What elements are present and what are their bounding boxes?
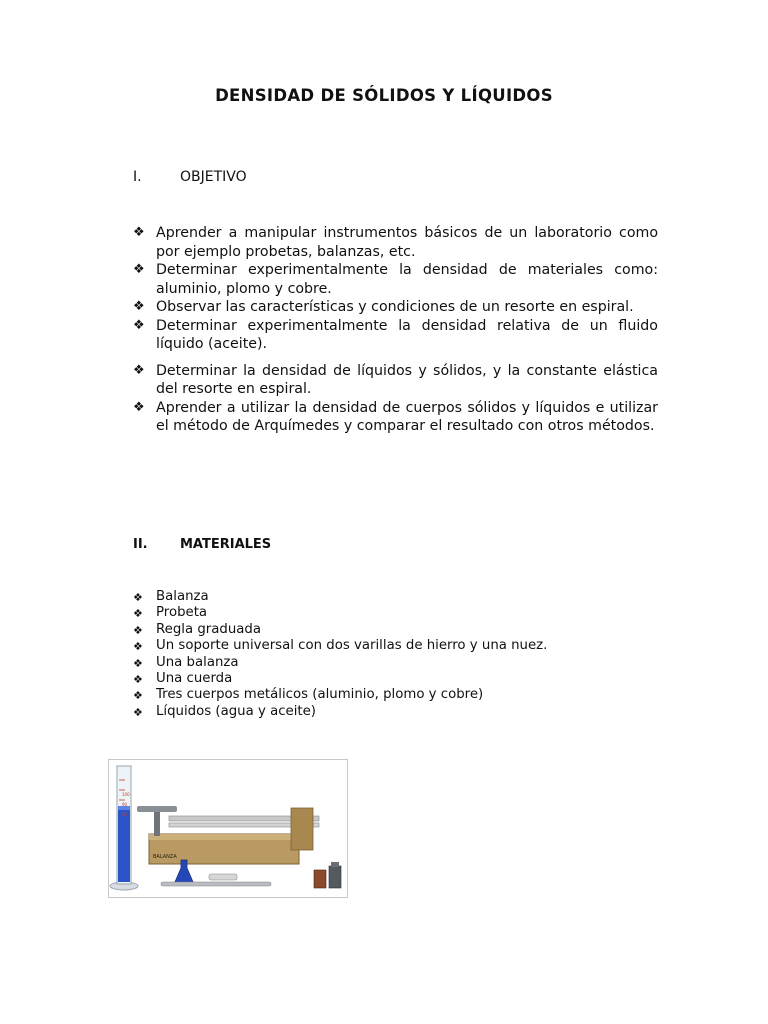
list-item bbox=[133, 704, 658, 720]
metal-rod bbox=[161, 882, 271, 886]
cylinder-mark: 90 bbox=[122, 802, 128, 807]
list-item bbox=[133, 399, 658, 436]
list-item bbox=[133, 655, 658, 671]
list-item-text: Tres cuerpos metálicos (aluminio, plomo y cobre) bbox=[156, 687, 484, 703]
bullet-diamond-icon: ❖ bbox=[133, 673, 143, 687]
bullet-diamond-icon: ❖ bbox=[133, 591, 143, 604]
list-item bbox=[133, 298, 658, 317]
bullet-diamond-icon: ❖ bbox=[133, 262, 145, 277]
list-item bbox=[133, 362, 658, 399]
bullet-diamond-icon: ❖ bbox=[133, 689, 143, 703]
bullet-diamond-icon: ❖ bbox=[133, 623, 143, 637]
balance-pan bbox=[137, 806, 177, 812]
list-item bbox=[133, 622, 658, 638]
section-number: II. bbox=[133, 537, 148, 552]
cylinder-mark: 100 bbox=[122, 792, 130, 797]
lab-equipment-illustration bbox=[109, 760, 347, 897]
bullet-diamond-icon: ❖ bbox=[133, 362, 145, 378]
list-item-text: Determinar experimentalmente la densidad relativa de un fluido líquido (aceite). bbox=[156, 317, 658, 352]
bullet-diamond-icon: ❖ bbox=[133, 399, 145, 415]
list-item-text: Observar las características y condiciones de un resorte en espiral. bbox=[156, 299, 634, 315]
materials-list bbox=[133, 589, 658, 720]
balance-label: BALANZA bbox=[153, 854, 177, 860]
bullet-diamond-icon: ❖ bbox=[133, 225, 145, 240]
list-item bbox=[133, 638, 658, 654]
list-item bbox=[133, 261, 658, 298]
list-item-text: Una cuerda bbox=[156, 671, 233, 687]
list-item-text: Aprender a manipular instrumentos básicos de un laboratorio como por ejemplo probetas, balanzas, etc. bbox=[156, 225, 658, 260]
list-item-text: Líquidos (agua y aceite) bbox=[156, 703, 316, 719]
bullet-diamond-icon: ❖ bbox=[133, 317, 145, 333]
list-item-text: Una balanza bbox=[156, 654, 239, 670]
list-item bbox=[133, 687, 658, 703]
list-item-text: Probeta bbox=[156, 605, 208, 621]
list-item-text: Determinar la densidad de líquidos y sólidos, y la constante elástica del resorte en espiral. bbox=[156, 362, 658, 397]
list-item bbox=[133, 224, 658, 261]
list-item-text: Un soporte universal con dos varillas de hierro y una nuez. bbox=[156, 638, 548, 654]
bullet-diamond-icon: ❖ bbox=[133, 607, 143, 621]
bullet-diamond-icon: ❖ bbox=[133, 656, 143, 670]
list-item bbox=[133, 317, 658, 354]
bullet-diamond-icon: ❖ bbox=[133, 640, 143, 654]
list-item-text: Balanza bbox=[156, 589, 209, 604]
section-objetivo-heading bbox=[133, 169, 247, 185]
list-item bbox=[133, 589, 658, 605]
section-title: MATERIALES bbox=[180, 537, 272, 552]
section-title: OBJETIVO bbox=[180, 169, 247, 185]
lead-weight bbox=[329, 866, 341, 888]
list-item-text: Regla graduada bbox=[156, 621, 261, 637]
page-title: DENSIDAD DE SÓLIDOS Y LÍQUIDOS bbox=[215, 86, 553, 105]
blue-liquid bbox=[118, 806, 130, 882]
list-item-text: Aprender a utilizar la densidad de cuerpos sólidos y líquidos e utilizar el método de Arquímedes y comparar el resultado con otros métodos. bbox=[156, 399, 658, 434]
copper-weight bbox=[314, 870, 326, 888]
objective-list bbox=[133, 224, 658, 436]
list-item bbox=[133, 605, 658, 621]
bullet-diamond-icon: ❖ bbox=[133, 705, 143, 719]
list-item-text: Determinar experimentalmente la densidad de materiales como: aluminio, plomo y cobre. bbox=[156, 262, 658, 297]
lab-equipment-photo bbox=[108, 759, 348, 898]
list-item bbox=[133, 671, 658, 687]
section-number: I. bbox=[133, 169, 142, 185]
bullet-diamond-icon: ❖ bbox=[133, 299, 145, 314]
section-materiales-heading bbox=[133, 537, 271, 552]
cylinder-mark: 80 bbox=[122, 812, 128, 817]
